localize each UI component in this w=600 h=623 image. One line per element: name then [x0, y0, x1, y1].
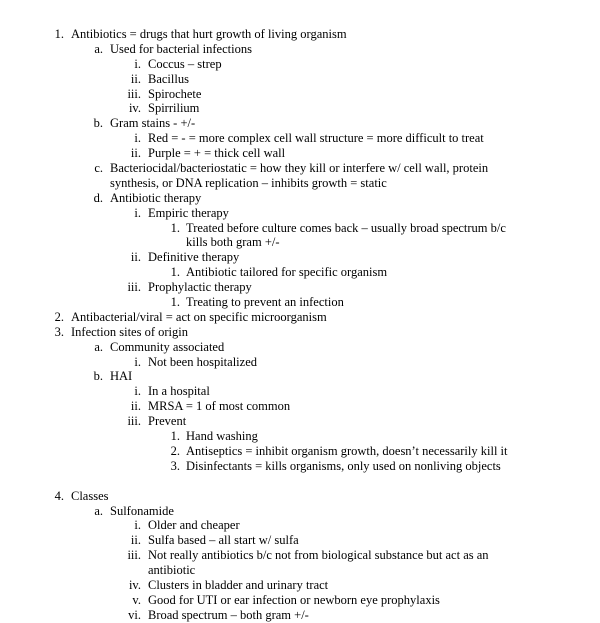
list-marker: iv.: [128, 101, 141, 116]
outline-item-1d-i: [0, 206, 600, 221]
list-marker: 3.: [170, 458, 180, 473]
outline-item-1d-iii-1: [0, 295, 600, 310]
list-marker: iv.: [128, 577, 141, 592]
list-text: Good for UTI or ear infection or newborn eye prophylaxis: [148, 592, 440, 607]
list-marker: ii.: [130, 533, 141, 548]
outline-item-4a-iv: [0, 578, 600, 593]
list-marker: c.: [94, 161, 103, 176]
list-text: Purple = + = thick cell wall: [148, 146, 286, 161]
list-text: In a hospital: [148, 384, 210, 399]
list-text: Antibacterial/viral = act on specific microorganism: [71, 309, 327, 324]
list-text: Red = - = more complex cell wall structure = more difficult to treat: [148, 131, 484, 146]
list-marker: 3.: [54, 324, 64, 339]
outline-item-3b: [0, 369, 600, 384]
list-marker: 1.: [170, 295, 180, 310]
outline-item-1d-ii: [0, 250, 600, 265]
list-marker: 1.: [170, 429, 180, 444]
outline-item-1b-i: [0, 131, 600, 146]
list-text: Antibiotic therapy: [110, 190, 202, 205]
outline-item-1a-ii: [0, 72, 600, 87]
outline-item-1d-ii-1: [0, 265, 600, 280]
outline-item-3b-iii-2: [0, 444, 600, 459]
outline-item-1d-i-1: [0, 221, 600, 236]
outline-item-4: [0, 489, 600, 504]
list-text: Used for bacterial infections: [110, 41, 252, 56]
outline-item-4a-iii: [0, 548, 600, 563]
list-text: Sulfa based – all start w/ sulfa: [148, 533, 299, 548]
list-text: Sulfonamide: [110, 503, 174, 518]
outline-item-2: [0, 310, 600, 325]
list-text: Not been hospitalized: [148, 354, 257, 369]
list-text: Antibiotic tailored for specific organism: [186, 265, 388, 280]
outline-item-3b-ii: [0, 399, 600, 414]
list-marker: iii.: [127, 548, 141, 563]
outline-item-1a-i: [0, 57, 600, 72]
list-text: Prophylactic therapy: [148, 280, 252, 295]
outline-item-1b-ii: [0, 146, 600, 161]
list-text-continued: kills both gram +/-: [186, 235, 280, 250]
outline-item-1c-continued: [0, 176, 600, 191]
list-text: Spirochete: [148, 86, 202, 101]
outline-item-1a-iii: [0, 87, 600, 102]
blank-line: [0, 474, 600, 489]
list-text: Clusters in bladder and urinary tract: [148, 577, 329, 592]
list-marker: 1.: [170, 265, 180, 280]
list-text: Community associated: [110, 339, 225, 354]
list-marker: b.: [93, 116, 103, 131]
list-text: Gram stains - +/-: [110, 116, 196, 131]
outline-item-4a-ii: [0, 533, 600, 548]
list-marker: ii.: [130, 250, 141, 265]
list-marker: d.: [93, 190, 103, 205]
list-marker: iii.: [127, 280, 141, 295]
list-marker: vi.: [128, 607, 141, 622]
list-text: Spirrilium: [148, 101, 200, 116]
list-marker: 2.: [54, 309, 64, 324]
list-marker: a.: [94, 503, 103, 518]
list-text: Bacillus: [148, 71, 189, 86]
outline-item-4a-vi: [0, 608, 600, 623]
outline-item-3b-iii-1: [0, 429, 600, 444]
list-marker: a.: [94, 339, 103, 354]
list-text: Coccus – strep: [148, 56, 222, 71]
list-marker: i.: [134, 131, 141, 146]
list-text-continued: synthesis, or DNA replication – inhibits growth = static: [110, 175, 387, 190]
list-text: Infection sites of origin: [71, 324, 188, 339]
list-marker: i.: [134, 354, 141, 369]
list-marker: i.: [134, 384, 141, 399]
list-text: Treated before culture comes back – usually broad spectrum b/c: [186, 220, 506, 235]
list-text: Prevent: [148, 414, 187, 429]
list-marker: i.: [134, 518, 141, 533]
list-text: Antiseptics = inhibit organism growth, doesn’t necessarily kill it: [186, 443, 508, 458]
list-marker: ii.: [130, 146, 141, 161]
list-marker: 2.: [170, 443, 180, 458]
list-text: MRSA = 1 of most common: [148, 399, 291, 414]
list-text: Treating to prevent an infection: [186, 295, 344, 310]
list-marker: 1.: [54, 27, 64, 41]
outline-item-4a: [0, 504, 600, 519]
outline-item-4a-v: [0, 593, 600, 608]
list-marker: i.: [134, 205, 141, 220]
list-marker: i.: [134, 56, 141, 71]
list-marker: ii.: [130, 71, 141, 86]
list-text: Classes: [71, 488, 109, 503]
outline-item-1a-iv: [0, 101, 600, 116]
outline-item-3: [0, 325, 600, 340]
outline-item-1d-i-1-continued: [0, 235, 600, 250]
list-text: Broad spectrum – both gram +/-: [148, 607, 309, 622]
outline-item-3a: [0, 340, 600, 355]
list-marker: a.: [94, 41, 103, 56]
list-text: Empiric therapy: [148, 205, 229, 220]
outline-item-1d-iii: [0, 280, 600, 295]
list-text: Definitive therapy: [148, 250, 240, 265]
list-text: Older and cheaper: [148, 518, 240, 533]
list-text: Disinfectants = kills organisms, only used on nonliving objects: [186, 458, 501, 473]
list-text: Not really antibiotics b/c not from biological substance but act as an: [148, 548, 489, 563]
outline-document: [0, 27, 600, 623]
list-marker: 4.: [54, 488, 64, 503]
outline-item-4a-iii-continued: [0, 563, 600, 578]
list-text: Bacteriocidal/bacteriostatic = how they kill or interfere w/ cell wall, protein: [110, 161, 489, 176]
list-marker: b.: [93, 369, 103, 384]
outline-item-1a: [0, 42, 600, 57]
outline-item-3b-i: [0, 384, 600, 399]
list-marker: v.: [132, 592, 141, 607]
list-marker: iii.: [127, 86, 141, 101]
outline-item-1d: [0, 191, 600, 206]
outline-item-3b-iii: [0, 414, 600, 429]
outline-item-3b-iii-3: [0, 459, 600, 474]
list-text-continued: antibiotic: [148, 563, 196, 578]
list-marker: ii.: [130, 399, 141, 414]
outline-item-1: [0, 27, 600, 42]
outline-item-1b: [0, 116, 600, 131]
list-text: Antibiotics = drugs that hurt growth of living organism: [71, 27, 347, 41]
list-marker: iii.: [127, 414, 141, 429]
outline-item-3a-i: [0, 355, 600, 370]
outline-item-1c: [0, 161, 600, 176]
outline-item-4a-i: [0, 518, 600, 533]
list-text: HAI: [110, 369, 133, 384]
list-text: Hand washing: [186, 429, 258, 444]
list-marker: 1.: [170, 220, 180, 235]
